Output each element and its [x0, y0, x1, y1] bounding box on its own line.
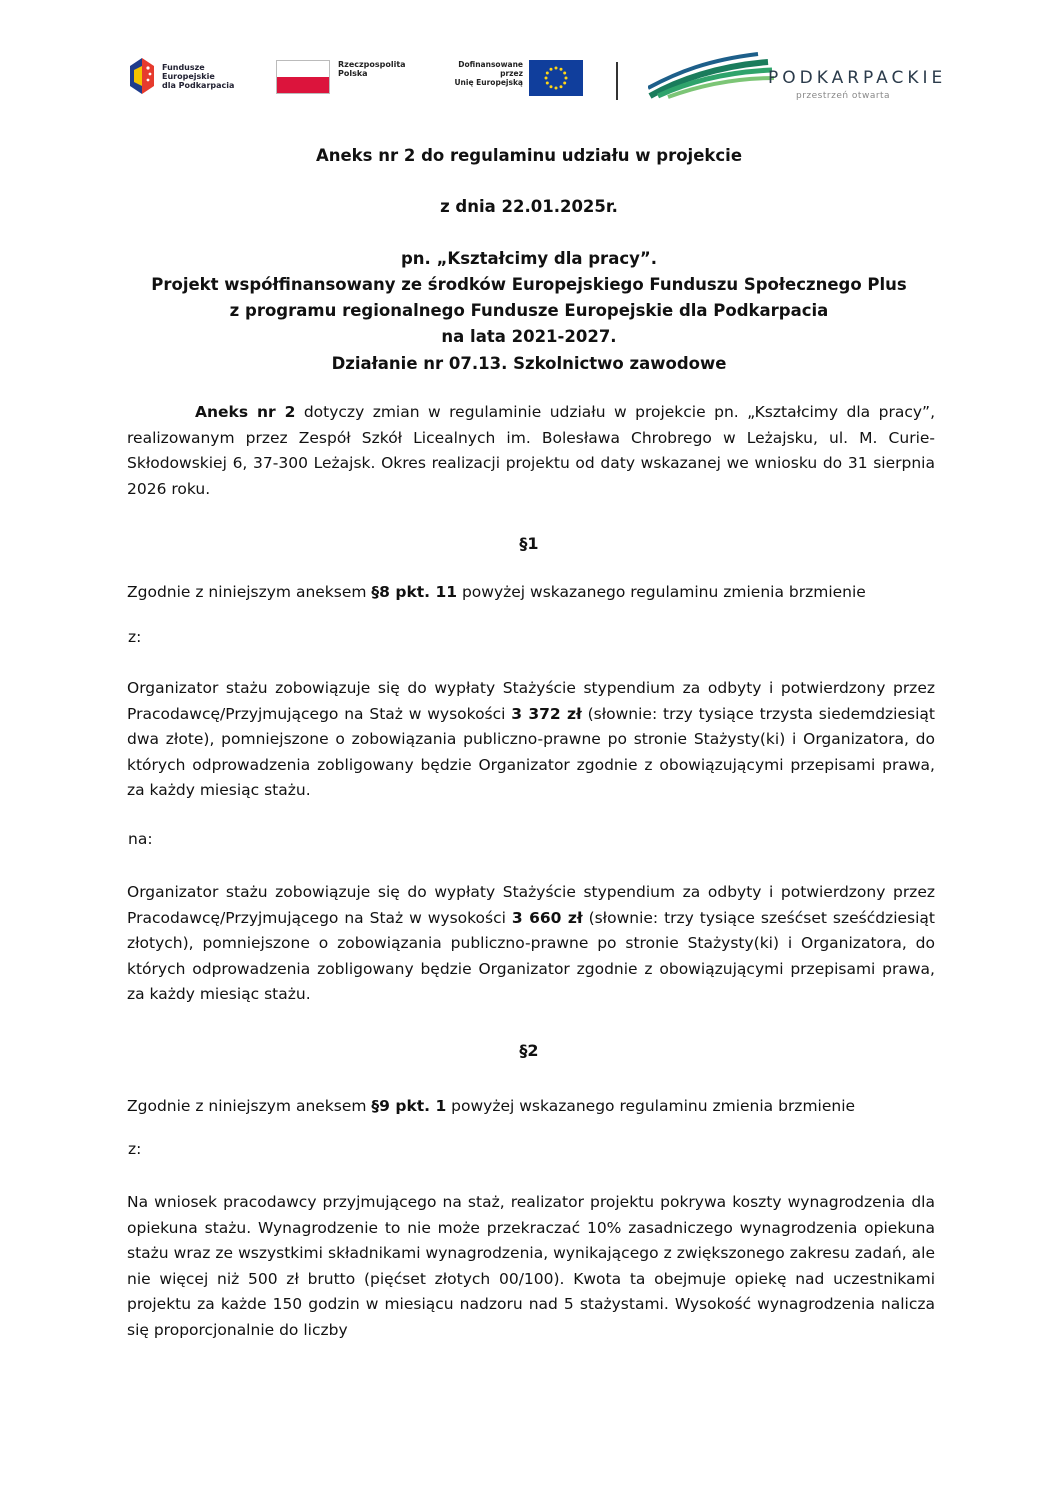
poland-logo [276, 60, 406, 94]
document-title: Aneks nr 2 do regulaminu udziału w projekcie [315, 146, 743, 165]
section-1-from-amount: 3 372 zł [511, 704, 582, 723]
section-1-from-label: z: [128, 628, 142, 646]
poland-flag-icon [276, 60, 330, 94]
podkarpackie-tagline: przestrzeń otwarta [796, 91, 891, 101]
section-1-to-label: na: [128, 830, 153, 848]
project-funding: Projekt współfinansowany ze środków Europejskiego Funduszu Społecznego Plus [151, 275, 907, 294]
podkarpackie-logo [648, 50, 947, 106]
intro-paragraph [127, 400, 935, 502]
fe-logo [128, 56, 252, 96]
pl-logo-line1: Rzeczpospolita [338, 60, 406, 69]
project-program: z programu regionalnego Fundusze Europejskie dla Podkarpacia [229, 301, 829, 320]
section-1-to-paragraph [127, 880, 935, 1008]
section-1-lead [127, 580, 935, 606]
section-1-to-amount: 3 660 zł [511, 908, 583, 927]
podkarpackie-wave-icon [648, 50, 778, 100]
logo-divider [616, 62, 618, 100]
section-1-from-before: Organizator stażu zobowiązuje się do wypłaty Stażyście stypendium za odbyty i potwierdzony przez Pracodawcę/Przyjmującego na Staż w wysokości [127, 679, 935, 723]
section-2-heading: §2 [519, 1041, 539, 1060]
fe-logo-line1: Fundusze Europejskie [162, 62, 215, 81]
project-period: na lata 2021-2027. [441, 327, 617, 346]
section-2-from-label: z: [128, 1140, 142, 1158]
section-1-lead-before: Zgodnie z niniejszym aneksem [127, 583, 372, 601]
project-action: Działanie nr 07.13. Szkolnictwo zawodowe [331, 354, 727, 373]
intro-bold: Aneks nr 2 [195, 403, 296, 421]
section-1-from-paragraph [127, 676, 935, 804]
section-2-lead-before: Zgodnie z niniejszym aneksem [127, 1097, 372, 1115]
section-1-lead-bold: §8 pkt. 11 [371, 583, 458, 601]
eu-flag-icon [529, 60, 583, 96]
section-1-to-after: (słownie: trzy tysiące sześćset sześćdziesiąt złotych), pomniejszone o zobowiązania publiczno-prawne po stronie Stażysty(ki) i Organizatora, do których odprowadzenia zobligowany będzie Organizator zgodnie z obowiązującymi przepisami prawa, za każdy miesiąc stażu. [127, 908, 935, 1003]
section-1-from-after: (słownie: trzy tysiące trzysta siedemdziesiąt dwa złote), pomniejszone o zobowiązania publiczno-prawne po stronie Stażysty(ki) i Organizatora, do których odprowadzenia zobligowany będzie Organizator zgodnie z obowiązującymi przepisami prawa, za każdy miesiąc stażu. [127, 704, 935, 799]
section-1-heading: §1 [519, 534, 539, 553]
fe-emblem-icon [128, 56, 156, 96]
eu-logo-line1: Dofinansowane przez [458, 60, 523, 78]
fe-logo-line2: dla Podkarpacia [162, 80, 235, 90]
logo-bar [128, 48, 947, 106]
project-name: pn. „Kształcimy dla pracy”. [401, 249, 657, 268]
pl-logo-line2: Polska [338, 69, 368, 78]
section-2-from-paragraph: Na wniosek pracodawcy przyjmującego na staż, realizator projektu pokrywa koszty wynagrodzenia dla opiekuna stażu. Wynagrodzenie to nie może przekraczać 10% zasadniczego wynagrodzenia opiekuna stażu wraz ze wszystkimi składnikami wynagrodzenia, wynikającego z zwiększonego zakresu zadań, ale nie więcej niż 500 zł brutto (pięćset złotych 00/100). Kwota ta obejmuje opiekę nad uczestnikami projektu za każde 150 godzin w miesiącu nadzoru nad 5 stażystami. Wysokość wynagrodzenia nalicza się proporcjonalnie do liczby [127, 1193, 935, 1339]
document-date: z dnia 22.01.2025r. [440, 197, 618, 216]
section-1-to-before: Organizator stażu zobowiązuje się do wypłaty Stażyście stypendium za odbyty i potwierdzony przez Pracodawcę/Przyjmującego na Staż w wysokości [127, 883, 935, 927]
eu-logo [433, 60, 583, 96]
section-2-lead-after: powyżej wskazanego regulaminu zmienia brzmienie [446, 1097, 856, 1115]
section-1-lead-after: powyżej wskazanego regulaminu zmienia brzmienie [457, 583, 866, 601]
section-2-lead-bold: §9 pkt. 1 [371, 1097, 447, 1115]
section-2-lead [127, 1094, 935, 1120]
eu-logo-line2: Unię Europejską [454, 78, 523, 87]
intro-text: dotyczy zmian w regulaminie udziału w projekcie pn. „Kształcimy dla pracy”, realizowanym przez Zespół Szkół Licealnych im. Bolesława Chrobrego w Leżajsku, ul. M. Curie-Skłodowskiej 6, 37-300 Leżajsk. Okres realizacji projektu od daty wskazanej we wniosku do 31 sierpnia 2026 roku. [127, 403, 935, 498]
podkarpackie-name: PODKARPACKIE [768, 68, 947, 88]
